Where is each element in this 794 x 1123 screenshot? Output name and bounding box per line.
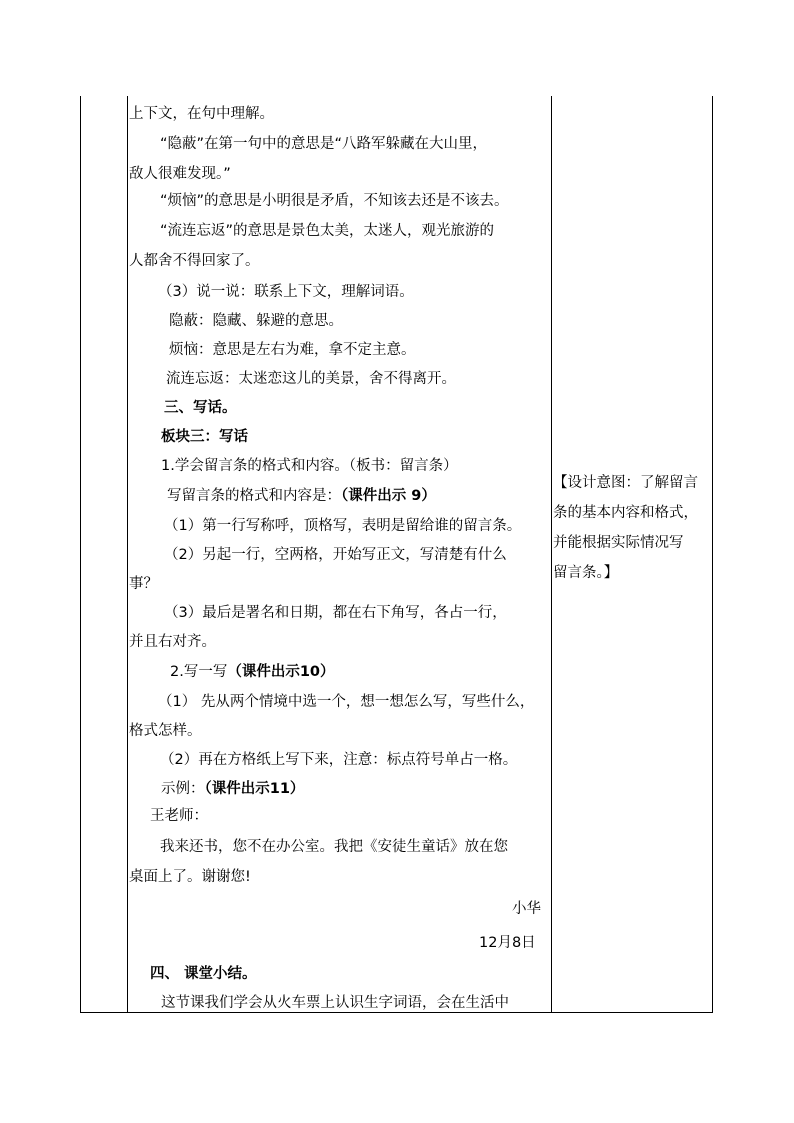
text-line: 上下文，在句中理解。 (129, 106, 274, 122)
text-line: （2）另起一行，空两格，开始写正文，写清楚有什么 (164, 547, 507, 563)
courseware-ref: （课件出示11） (204, 781, 305, 797)
section-heading: 三、写话。 (164, 400, 237, 416)
side-note-line: 留言条。】 (553, 565, 619, 581)
text-line: 人都舍不得回家了。 (129, 253, 260, 269)
text-line: 格式怎样。 (129, 723, 202, 739)
text-line: 事？ (129, 576, 158, 592)
text-line: （2）再在方格纸上写下来，注意：标点符号单占一格。 (160, 752, 518, 768)
courseware-ref: （课件出示 9） (341, 488, 436, 504)
text-line: 敌人很难发现。” (129, 166, 231, 182)
text-line (170, 662, 335, 682)
section-heading: 四、 课堂小结。 (150, 966, 257, 982)
side-note-line: 并能根据实际情况写 (553, 535, 684, 551)
note-salutation: 王老师： (150, 808, 208, 824)
section-heading: 板块三：写话 (161, 429, 248, 445)
note-signature: 小华 (512, 901, 541, 917)
courseware-ref: （课件出示10） (227, 664, 335, 680)
text-line: 流连忘返：太迷恋这儿的美景，舍不得离开。 (166, 371, 456, 387)
text-line: 隐蔽：隐藏、躲避的意思。 (169, 313, 343, 329)
table-left-border (80, 96, 81, 1013)
text-span: 2.写一写 (170, 664, 228, 680)
text-line: 烦恼：意思是左右为难，拿不定主意。 (169, 342, 416, 358)
text-line: 这节课我们学会从火车票上认识生字词语，会在生活中 (161, 995, 509, 1011)
side-note-line: 【设计意图：了解留言 (553, 475, 698, 491)
note-body: 我来还书，您不在办公室。我把《安徒生童话》放在您 (160, 839, 508, 855)
text-line: 1.学会留言条的格式和内容。（板书：留言条） (161, 458, 458, 474)
text-line: 并且右对齐。 (129, 634, 216, 650)
text-line: “流连忘返”的意思是景色太美，太迷人，观光旅游的 (160, 223, 495, 239)
text-line: （1）第一行写称呼，顶格写，表明是留给谁的留言条。 (164, 518, 522, 534)
text-line: （1） 先从两个情境中选一个，想一想怎么写，写些什么， (158, 694, 535, 710)
table-divider-1 (127, 96, 128, 1013)
table-divider-2 (551, 96, 552, 1013)
text-span: 示例： (161, 781, 205, 797)
note-body: 桌面上了。谢谢您! (129, 869, 251, 885)
text-span: 写留言条的格式和内容是： (167, 488, 341, 504)
side-note-line: 条的基本内容和格式， (553, 505, 698, 521)
text-line: “烦恼”的意思是小明很是矛盾，不知该去还是不该去。 (160, 193, 509, 209)
text-line (167, 486, 436, 506)
text-line (161, 779, 304, 799)
note-date: 12月8日 (479, 935, 536, 951)
text-line: （3）最后是署名和日期，都在右下角写，各占一行， (164, 605, 507, 621)
text-line: “隐蔽”在第一句中的意思是“八路军躲藏在大山里， (160, 136, 488, 152)
table-right-border (712, 96, 713, 1013)
text-line: （3）说一说：联系上下文，理解词语。 (158, 284, 414, 300)
